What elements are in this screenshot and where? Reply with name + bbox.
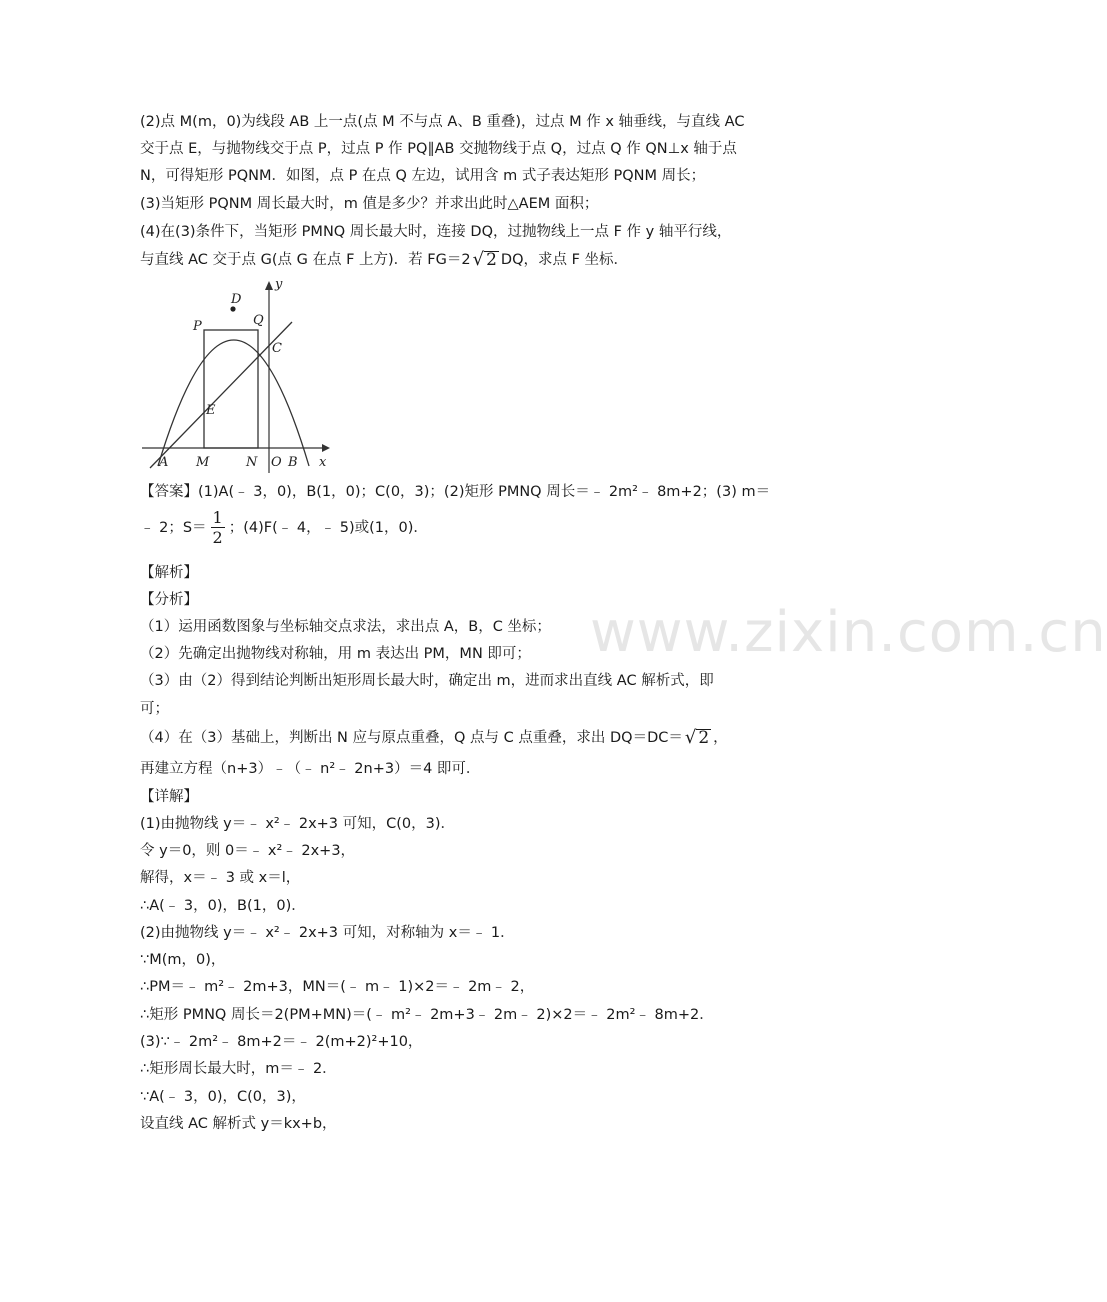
- detail-line-2: 令 y＝0，则 0＝﹣ x²﹣ 2x+3，: [140, 843, 356, 859]
- problem-line-6: [140, 250, 628, 270]
- label-b: B: [288, 455, 298, 470]
- fraction-numerator: 1: [212, 507, 223, 527]
- answer-line-1: 【答案】(1)A(﹣ 3，0)，B(1，0)；C(0，3)；(2)矩形 PMNQ 周长＝﹣ 2m²﹣ 8m+2；(3) m＝: [140, 484, 771, 500]
- fraction-denominator: 2: [212, 527, 223, 547]
- problem-line-5: (4)在(3)条件下，当矩形 PMNQ 周长最大时，连接 DQ，过抛物线上一点 F 作 y 轴平行线，: [140, 224, 732, 240]
- answer-line-2-end: ；(4)F(﹣ 4，﹣ 5)或(1，0)．: [228, 520, 428, 536]
- analysis-step-4b: 再建立方程（n+3）﹣（﹣ n²﹣ 2n+3）＝4 即可．: [140, 761, 481, 777]
- parabola-figure: [138, 278, 338, 478]
- problem-line-6-end: DQ，求点 F 坐标．: [500, 252, 629, 268]
- label-p: P: [193, 319, 202, 334]
- sqrt-number: 2: [486, 250, 497, 270]
- label-n: N: [246, 455, 258, 470]
- problem-line-4: (3)当矩形 PQNM 周长最大时，m 值是多少？并求出此时△AEM 面积；: [140, 196, 599, 212]
- label-c: C: [272, 341, 282, 356]
- detail-line-11: ∵A(﹣ 3，0)，C(0，3)，: [140, 1089, 306, 1105]
- answer-line-2-start: ﹣ 2；S＝: [140, 520, 207, 536]
- label-d: D: [231, 292, 242, 307]
- analysis-step-3a: （3）由（2）得到结论判断出矩形周长最大时，确定出 m，进而求出直线 AC 解析式，即: [140, 673, 714, 689]
- rectangle-pqnm: [204, 330, 258, 448]
- detail-line-1: (1)由抛物线 y＝﹣ x²﹣ 2x+3 可知，C(0，3)．: [140, 816, 456, 832]
- detail-title: 【详解】: [140, 789, 198, 805]
- parabola-curve: [158, 340, 309, 466]
- radical-sign: √: [472, 249, 485, 270]
- sqrt-expression-2: [685, 729, 711, 747]
- label-x: x: [319, 455, 327, 470]
- problem-line-1: (2)点 M(m，0)为线段 AB 上一点(点 M 不与点 A、B 重叠)，过点 M 作 x 轴垂线，与直线 AC: [140, 114, 745, 130]
- problem-line-6-start: 与直线 AC 交于点 G(点 G 在点 F 上方)．若 FG＝2: [140, 252, 471, 268]
- fenxi-title: 【分析】: [140, 592, 198, 608]
- problem-line-2: 交于点 E，与抛物线交于点 P，过点 P 作 PQ∥AB 交抛物线于点 Q，过点 Q 作 QN⊥x 轴于点: [140, 141, 737, 157]
- label-y: y: [275, 277, 283, 292]
- detail-line-3: 解得，x＝﹣ 3 或 x＝l，: [140, 870, 301, 886]
- analysis-step-1: （1）运用函数图象与坐标轴交点求法，求出点 A，B，C 坐标；: [140, 619, 551, 635]
- label-o: O: [271, 455, 282, 470]
- sqrt-expression: [473, 251, 499, 269]
- radical-sign-2: √: [684, 727, 697, 748]
- analysis-step-2: （2）先确定出抛物线对称轴，用 m 表达出 PM，MN 即可；: [140, 646, 531, 662]
- detail-line-6: ∵M(m，0)，: [140, 952, 226, 968]
- detail-line-7: ∴PM＝﹣ m²﹣ 2m+3，MN＝(﹣ m﹣ 1)×2＝﹣ 2m﹣ 2，: [140, 979, 535, 995]
- detail-line-8: ∴矩形 PMNQ 周长＝2(PM+MN)＝(﹣ m²﹣ 2m+3﹣ 2m﹣ 2)×2＝﹣ 2m²﹣ 8m+2．: [140, 1007, 714, 1023]
- y-axis-arrow-icon: [265, 281, 273, 290]
- problem-line-3: N，可得矩形 PQNM．如图，点 P 在点 Q 左边，试用含 m 式子表达矩形 PQNM 周长；: [140, 168, 706, 184]
- label-e: E: [206, 403, 216, 418]
- label-m: M: [196, 455, 210, 470]
- detail-line-4: ∴A(﹣ 3，0)，B(1，0)．: [140, 898, 306, 914]
- detail-line-10: ∴矩形周长最大时，m＝﹣ 2．: [140, 1061, 337, 1077]
- label-q: Q: [253, 313, 264, 328]
- sqrt-number-2: 2: [698, 728, 710, 748]
- analysis-title: 【解析】: [140, 565, 198, 581]
- detail-line-5: (2)由抛物线 y＝﹣ x²﹣ 2x+3 可知，对称轴为 x＝﹣ 1．: [140, 925, 515, 941]
- analysis-step-3b: 可；: [140, 701, 169, 717]
- answer-line-2: [140, 508, 428, 548]
- label-a: A: [159, 455, 169, 470]
- detail-line-12: 设直线 AC 解析式 y＝kx+b，: [140, 1116, 337, 1132]
- x-axis-arrow-icon: [322, 444, 330, 452]
- analysis-step-4a-end: ，: [713, 730, 728, 746]
- analysis-step-4a: [140, 728, 728, 748]
- analysis-step-4a-text: （4）在（3）基础上，判断出 N 应与原点重叠，Q 点与 C 点重叠，求出 DQ＝DC＝: [140, 730, 683, 746]
- vertex-d-point: [230, 306, 235, 311]
- detail-line-9: (3)∵﹣ 2m²﹣ 8m+2＝﹣ 2(m+2)²+10，: [140, 1034, 423, 1050]
- watermark: www.zixin.com.cn: [590, 600, 1107, 665]
- fraction: [211, 509, 225, 548]
